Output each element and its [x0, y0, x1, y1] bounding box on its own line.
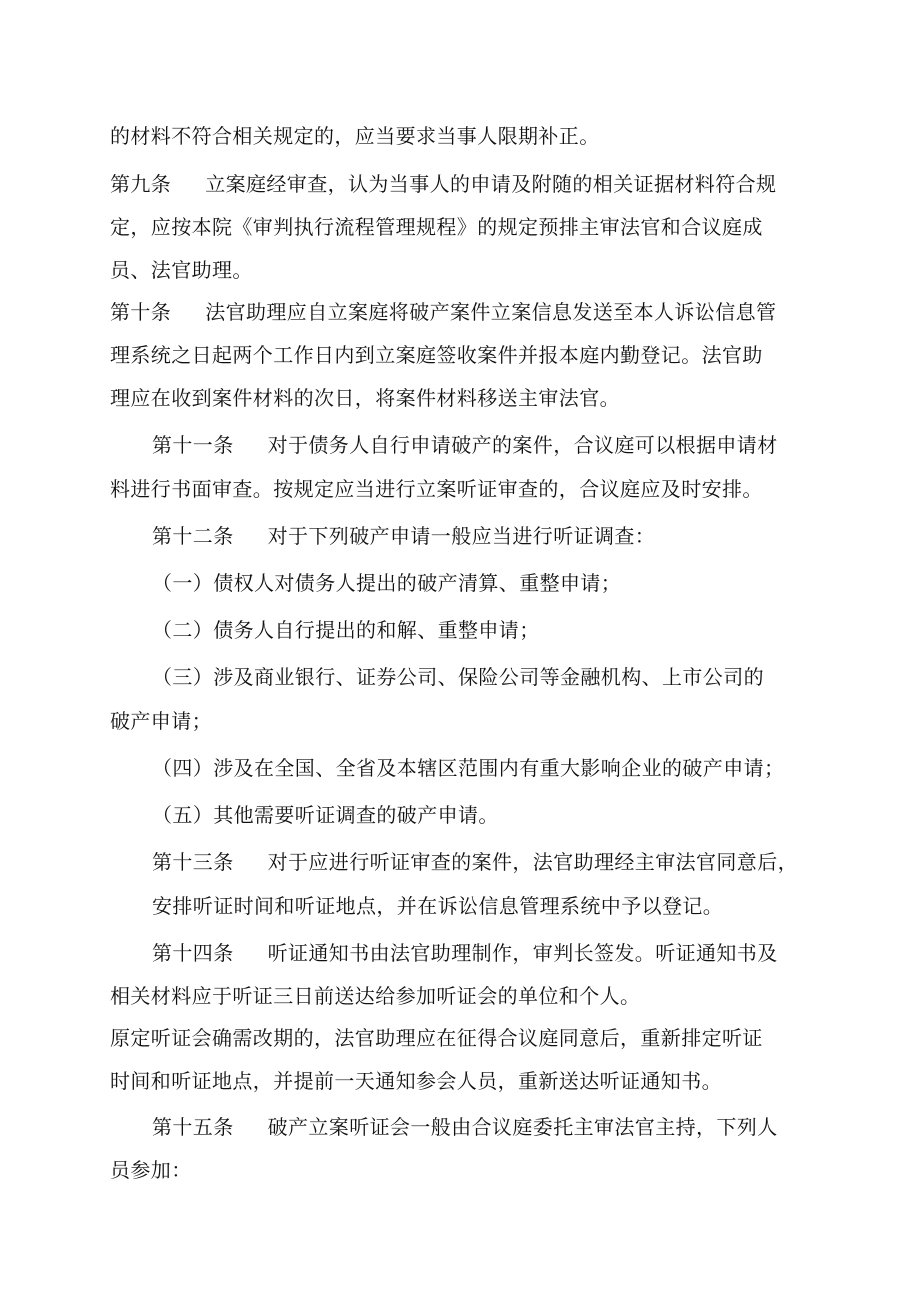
text-line — [110, 1158, 192, 1182]
line-text: 安排听证时间和听证地点，并在诉讼信息管理系统中予以登记。 — [152, 894, 724, 918]
line-text: （一）债权人对债务人提出的破产清算、重整申请； — [152, 571, 622, 595]
list-item — [152, 618, 540, 642]
article-number: 第十二条 — [152, 524, 234, 548]
line-text: 定，应按本院《审判执行流程管理规程》的规定预排主审法官和合议庭成 — [110, 215, 763, 239]
list-item — [152, 803, 499, 827]
line-text: 对于债务人自行申请破产的案件，合议庭可以根据申请材 — [267, 433, 778, 457]
article-12-line-1 — [152, 524, 655, 548]
text-line — [110, 343, 763, 367]
article-10-line-1 — [110, 300, 776, 324]
line-text: 料进行书面审查。按规定应当进行立案听证审查的，合议庭应及时安排。 — [110, 477, 763, 501]
line-text: 时间和听证地点，并提前一天通知参会人员，重新送达听证通知书。 — [110, 1069, 722, 1093]
article-13-line-1 — [152, 850, 798, 874]
text-line — [110, 477, 763, 501]
line-text: 法官助理应自立案庭将破产案件立案信息发送至本人诉讼信息管 — [205, 300, 777, 324]
article-number: 第十条 — [110, 300, 172, 324]
text-line — [110, 1026, 763, 1050]
text-line — [152, 894, 723, 918]
text-line — [110, 124, 600, 148]
text-line — [110, 709, 212, 733]
line-text: （五）其他需要听证调查的破产申请。 — [152, 803, 499, 827]
line-text: 理应在收到案件材料的次日，将案件材料移送主审法官。 — [110, 386, 620, 410]
line-text: 相关材料应于听证三日前送达给参加听证会的单位和个人。 — [110, 984, 641, 1008]
article-9-line-1 — [110, 172, 776, 196]
line-text: 理系统之日起两个工作日内到立案庭签收案件并报本庭内勤登记。法官助 — [110, 343, 763, 367]
list-item — [152, 665, 764, 689]
line-text: 原定听证会确需改期的，法官助理应在征得合议庭同意后，重新排定听证 — [110, 1026, 763, 1050]
list-item — [152, 571, 621, 595]
text-line — [110, 215, 763, 239]
article-11-line-1 — [152, 433, 778, 457]
text-line — [110, 258, 253, 282]
line-text: 立案庭经审查，认为当事人的申请及附随的相关证据材料符合规 — [205, 172, 777, 196]
text-line — [110, 386, 620, 410]
line-text: 听证通知书由法官助理制作，审判长签发。听证通知书及 — [267, 941, 778, 965]
article-number: 第十一条 — [152, 433, 234, 457]
list-item — [152, 756, 784, 780]
article-number: 第九条 — [110, 172, 172, 196]
article-number: 第十五条 — [152, 1115, 234, 1139]
article-14-line-1 — [152, 941, 778, 965]
line-text: 破产立案听证会一般由合议庭委托主审法官主持，下列人 — [267, 1115, 778, 1139]
article-number: 第十四条 — [152, 941, 234, 965]
line-text: （四）涉及在全国、全省及本辖区范围内有重大影响企业的破产申请； — [152, 756, 785, 780]
text-line — [110, 1069, 722, 1093]
article-number: 第十三条 — [152, 850, 234, 874]
text-line — [110, 984, 640, 1008]
line-text: 的材料不符合相关规定的，应当要求当事人限期补正。 — [110, 124, 600, 148]
line-text: 对于下列破产申请一般应当进行听证调查： — [267, 524, 656, 548]
line-text: 对于应进行听证审查的案件，法官助理经主审法官同意后， — [267, 850, 799, 874]
line-text: 破产申请； — [110, 709, 212, 733]
line-text: 员、法官助理。 — [110, 258, 253, 282]
article-15-line-1 — [152, 1115, 778, 1139]
line-text: （三）涉及商业银行、证券公司、保险公司等金融机构、上市公司的 — [152, 665, 764, 689]
line-text: 员参加： — [110, 1158, 192, 1182]
line-text: （二）债务人自行提出的和解、重整申请； — [152, 618, 540, 642]
